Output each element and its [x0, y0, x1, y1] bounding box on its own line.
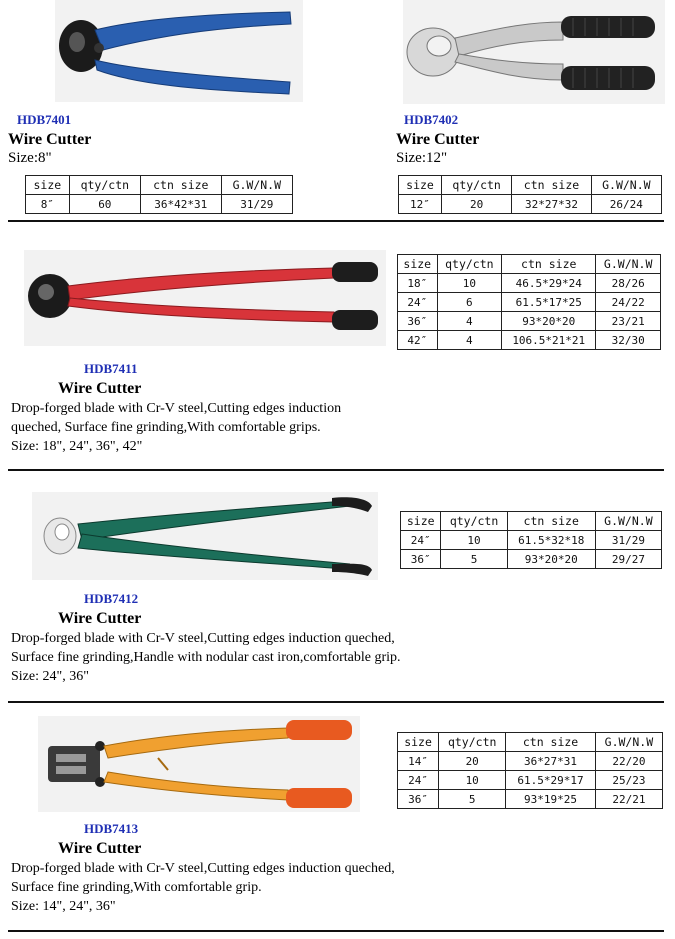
- table-header: G.W/N.W: [596, 255, 661, 274]
- table-cell: 4: [437, 331, 502, 350]
- table-cell: 93*19*25: [506, 790, 596, 809]
- table-header: G.W/N.W: [591, 176, 661, 195]
- table-row: [401, 531, 662, 550]
- description-line: Drop-forged blade with Cr-V steel,Cutting edges induction queched,: [11, 631, 395, 646]
- table-cell: 29/27: [595, 550, 661, 569]
- table-cell: 31/29: [221, 195, 292, 214]
- table-cell: 22/20: [595, 752, 662, 771]
- table-cell: 18″: [398, 274, 438, 293]
- table-cell: 20: [441, 195, 511, 214]
- spec-table-hdb7402: [398, 175, 662, 214]
- table-cell: 28/26: [596, 274, 661, 293]
- product-title: Wire Cutter: [8, 131, 92, 148]
- product-image-hdb7413: [38, 716, 360, 812]
- table-cell: 20: [439, 752, 506, 771]
- spec-table-hdb7413: [397, 732, 663, 809]
- table-cell: 12″: [399, 195, 442, 214]
- table-header-row: [401, 512, 662, 531]
- table-cell: 93*20*20: [502, 312, 596, 331]
- table-cell: 24″: [398, 293, 438, 312]
- spec-table-hdb7412: [400, 511, 662, 569]
- table-header: qty/ctn: [441, 176, 511, 195]
- section-divider: [8, 701, 664, 703]
- table-row: [398, 274, 661, 293]
- table-row: [398, 293, 661, 312]
- long-cable-cutter-red-icon: [24, 250, 386, 346]
- table-header: qty/ctn: [439, 733, 506, 752]
- cable-cutter-black-grip-icon: [403, 0, 665, 104]
- table-row: [398, 331, 661, 350]
- description-line: Drop-forged blade with Cr-V steel,Cutting edges induction queched,: [11, 861, 395, 876]
- description-line: Size: 18", 24", 36", 42": [11, 439, 143, 454]
- table-cell: 36″: [398, 790, 439, 809]
- table-header-row: [398, 255, 661, 274]
- product-image-hdb7412: [32, 492, 378, 580]
- table-header: size: [401, 512, 441, 531]
- table-header: ctn size: [502, 255, 596, 274]
- table-cell: 6: [437, 293, 502, 312]
- spec-table-hdb7411: [397, 254, 661, 350]
- product-code: HDB7402: [404, 112, 459, 127]
- table-cell: 31/29: [595, 531, 661, 550]
- table-cell: 36″: [398, 312, 438, 331]
- table-cell: 32*27*32: [512, 195, 591, 214]
- section-divider: [8, 930, 664, 932]
- table-cell: 14″: [398, 752, 439, 771]
- product-description: [11, 399, 431, 456]
- table-cell: 24/22: [596, 293, 661, 312]
- table-header: ctn size: [507, 512, 595, 531]
- product-image-hdb7402: [403, 0, 665, 104]
- description-line: Surface fine grinding,With comfortable grip.: [11, 880, 262, 895]
- table-header: qty/ctn: [437, 255, 502, 274]
- table-cell: 36″: [401, 550, 441, 569]
- table-cell: 60: [69, 195, 140, 214]
- product-image-hdb7401: [55, 0, 303, 102]
- table-row: [398, 790, 663, 809]
- table-header: ctn size: [506, 733, 596, 752]
- long-cable-cutter-green-icon: [32, 492, 378, 580]
- product-code: HDB7413: [84, 821, 139, 836]
- table-header-row: [398, 733, 663, 752]
- table-cell: 106.5*21*21: [502, 331, 596, 350]
- table-cell: 24″: [401, 531, 441, 550]
- product-description: [11, 859, 461, 916]
- section-divider: [8, 469, 664, 471]
- product-title: Wire Cutter: [396, 131, 480, 148]
- table-row: [398, 771, 663, 790]
- description-line: Drop-forged blade with Cr-V steel,Cutting edges induction: [11, 401, 342, 416]
- table-cell: 61.5*32*18: [507, 531, 595, 550]
- description-line: Size: 24", 36": [11, 669, 89, 684]
- table-cell: 5: [439, 790, 506, 809]
- table-header: G.W/N.W: [221, 176, 292, 195]
- table-header: size: [26, 176, 70, 195]
- table-header-row: [399, 176, 662, 195]
- bolt-cutter-orange-icon: [38, 716, 360, 812]
- table-header: qty/ctn: [69, 176, 140, 195]
- table-row: [26, 195, 293, 214]
- table-header: G.W/N.W: [595, 512, 661, 531]
- table-cell: 42″: [398, 331, 438, 350]
- table-cell: 10: [439, 771, 506, 790]
- product-title: Wire Cutter: [58, 610, 142, 627]
- table-cell: 32/30: [596, 331, 661, 350]
- table-header: qty/ctn: [441, 512, 507, 531]
- product-size: Size:8": [8, 150, 52, 166]
- table-header: size: [398, 255, 438, 274]
- product-code: HDB7411: [84, 361, 138, 376]
- product-image-hdb7411: [24, 250, 386, 346]
- description-line: Surface fine grinding,Handle with nodular cast iron,comfortable grip.: [11, 650, 401, 665]
- section-divider: [8, 220, 664, 222]
- table-cell: 24″: [398, 771, 439, 790]
- table-cell: 10: [437, 274, 502, 293]
- description-line: Size: 14", 24", 36": [11, 899, 116, 914]
- table-header: ctn size: [512, 176, 591, 195]
- table-cell: 26/24: [591, 195, 661, 214]
- wire-cutter-blue-grip-icon: [55, 0, 303, 102]
- table-cell: 5: [441, 550, 507, 569]
- table-header: ctn size: [141, 176, 222, 195]
- table-cell: 93*20*20: [507, 550, 595, 569]
- product-description: [11, 629, 461, 686]
- table-cell: 10: [441, 531, 507, 550]
- table-row: [398, 312, 661, 331]
- product-title: Wire Cutter: [58, 380, 142, 397]
- description-line: queched, Surface fine grinding,With comfortable grips.: [11, 420, 321, 435]
- table-header-row: [26, 176, 293, 195]
- product-title: Wire Cutter: [58, 840, 142, 857]
- table-cell: 61.5*29*17: [506, 771, 596, 790]
- table-row: [401, 550, 662, 569]
- table-header: G.W/N.W: [595, 733, 662, 752]
- table-cell: 36*42*31: [141, 195, 222, 214]
- table-cell: 4: [437, 312, 502, 331]
- table-cell: 61.5*17*25: [502, 293, 596, 312]
- table-cell: 23/21: [596, 312, 661, 331]
- table-cell: 36*27*31: [506, 752, 596, 771]
- table-cell: 8″: [26, 195, 70, 214]
- table-cell: 25/23: [595, 771, 662, 790]
- table-header: size: [398, 733, 439, 752]
- product-code: HDB7401: [17, 112, 72, 127]
- table-cell: 22/21: [595, 790, 662, 809]
- table-row: [399, 195, 662, 214]
- spec-table-hdb7401: [25, 175, 293, 214]
- product-code: HDB7412: [84, 591, 139, 606]
- table-cell: 46.5*29*24: [502, 274, 596, 293]
- product-size: Size:12": [396, 150, 448, 166]
- table-row: [398, 752, 663, 771]
- table-header: size: [399, 176, 442, 195]
